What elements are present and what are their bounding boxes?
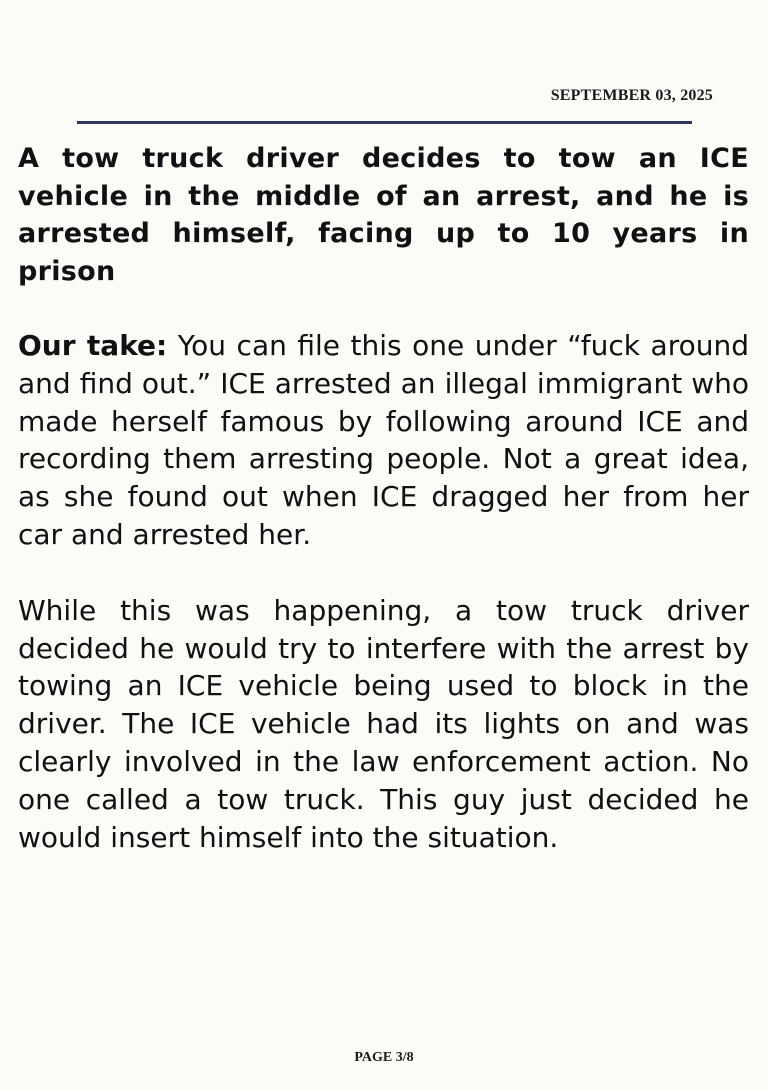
article-date: SEPTEMBER 03, 2025 <box>550 87 713 104</box>
header-divider <box>77 121 692 124</box>
our-take-label: Our take: <box>18 329 168 362</box>
our-take-paragraph <box>18 327 749 554</box>
body-paragraph: While this was happening, a tow truck driver decided he would try to interfere with the arrest by towing an ICE vehicle being used to block in the driver. The ICE vehicle had its lights on and was clearly involved in the law enforcement action. No one called a tow truck. This guy just decided he would insert himself into the situation. <box>18 593 749 854</box>
page-number: PAGE 3/8 <box>354 1050 414 1065</box>
article-body <box>18 140 749 856</box>
our-take-text: You can file this one under “fuck around and find out.” ICE arrested an illegal immigrant who made herself famous by following around ICE and recording them arresting people. Not a great idea, as she found out when ICE dragged her from her car and arrested her. <box>18 329 749 551</box>
article-headline: A tow truck driver decides to tow an ICE vehicle in the middle of an arrest, and he is arrested himself, facing up to 10 years in prison <box>18 143 749 287</box>
